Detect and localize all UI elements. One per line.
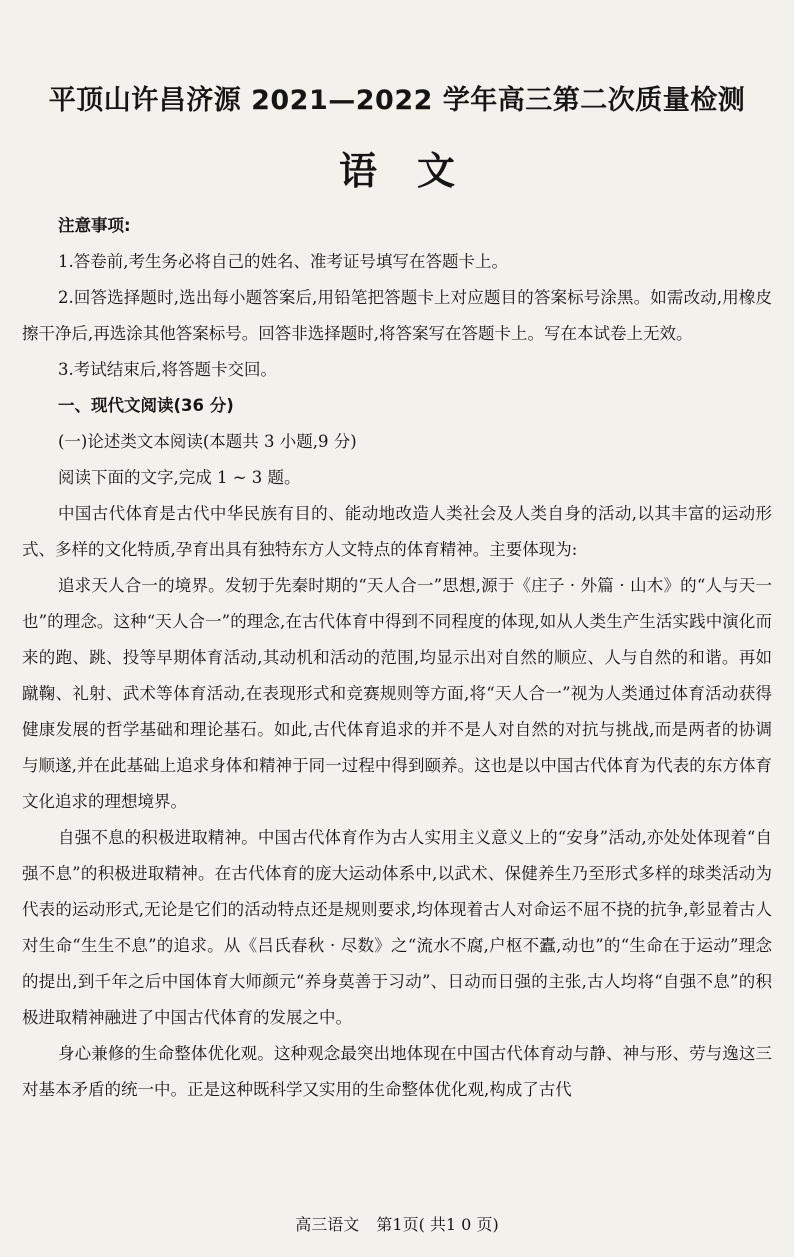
- section-heading: 一、现代文阅读(36 分): [58, 396, 234, 415]
- footer-subject: 高三语文: [295, 1215, 360, 1234]
- exam-body: [22, 208, 772, 1108]
- notes-item: 1.答卷前,考生务必将自己的姓名、准考证号填写在答题卡上。: [58, 252, 508, 271]
- notes-heading: 注意事项:: [58, 216, 131, 235]
- subject-title: 语文: [338, 149, 495, 193]
- passage-paragraph: 身心兼修的生命整体优化观。这种观念最突出地体现在中国古代体育动与静、神与形、劳与逸这三对基本矛盾的统一中。正是这种既科学又实用的生命整体优化观,构成了古代: [22, 1044, 772, 1099]
- passage-paragraph: 自强不息的积极进取精神。中国古代体育作为古人实用主义意义上的“安身”活动,亦处处体现着“自强不息”的积极进取精神。在古代体育的庞大运动体系中,以武术、保健养生乃至形式多样的球类活动为代表的运动形式,无论是它们的活动特点还是规则要求,均体现着古人对命运不屈不挠的抗争,彰显着古人对生命“生生不息”的追求。从《吕氏春秋 · 尽数》之“流水不腐,户枢不蠹,动也”的“生命在于运动”理念的提出,到千年之后中国体育大师颜元“养身莫善于习动”、日动而日强的主张,古人均将“自强不息”的积极进取精神融进了中国古代体育的发展之中。: [22, 828, 772, 1027]
- section-instruction: 阅读下面的文字,完成 1 ~ 3 题。: [58, 468, 301, 487]
- footer-page-number: 第1页( 共1 0 页): [376, 1215, 499, 1234]
- exam-title: 平顶山许昌济源 2021—2022 学年高三第二次质量检测: [48, 85, 746, 116]
- page-footer: [0, 1212, 794, 1235]
- section-subheading: (一)论述类文本阅读(本题共 3 小题,9 分): [58, 432, 357, 451]
- passage-paragraph: 中国古代体育是古代中华民族有目的、能动地改造人类社会及人类自身的活动,以其丰富的运动形式、多样的文化特质,孕育出具有独特东方人文特点的体育精神。主要体现为:: [22, 504, 772, 559]
- notes-item: 3.考试结束后,将答题卡交回。: [58, 360, 277, 379]
- passage-paragraph: 追求天人合一的境界。发轫于先秦时期的“天人合一”思想,源于《庄子 · 外篇 · 山木》的“人与天一也”的理念。这种“天人合一”的理念,在古代体育中得到不同程度的体现,如从人类生产生活实践中演化而来的跑、跳、投等早期体育活动,其动机和活动的范围,均显示出对自然的顺应、人与自然的和谐。再如蹴鞠、礼射、武术等体育活动,在表现形式和竞赛规则等方面,将“天人合一”视为人类通过体育活动获得健康发展的哲学基础和理论基石。如此,古代体育追求的并不是人对自然的对抗与挑战,而是两者的协调与顺遂,并在此基础上追求身体和精神于同一过程中得到颐养。这也是以中国古代体育为代表的东方体育文化追求的理想境界。: [22, 576, 772, 811]
- notes-item: 2.回答选择题时,选出每小题答案后,用铅笔把答题卡上对应题目的答案标号涂黑。如需改动,用橡皮擦干净后,再选涂其他答案标号。回答非选择题时,将答案写在答题卡上。写在本试卷上无效。: [22, 288, 772, 343]
